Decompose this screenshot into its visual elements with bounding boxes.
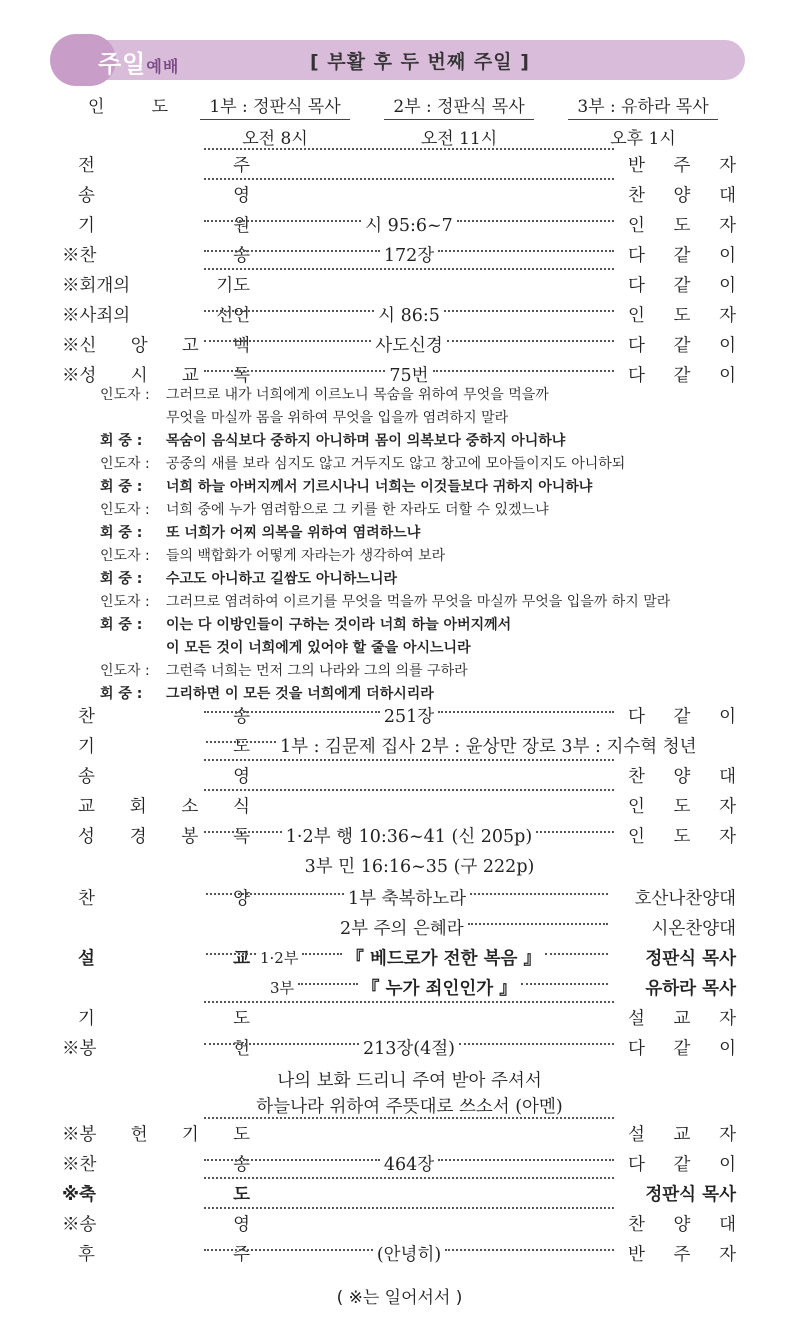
reading-congregation: 회 중 : 그리하면 이 모든 것을 너희에게 더하시리라 xyxy=(100,686,434,702)
order-item xyxy=(60,272,736,300)
item-label: ※찬 송 xyxy=(62,246,250,266)
item-label: ※회개의 기도 xyxy=(62,276,250,296)
item-label: 기 원 xyxy=(78,216,250,236)
item-leader: 다 같 이 xyxy=(628,246,736,266)
item-leader: 찬 양 대 xyxy=(628,186,736,206)
order-item-offering-prayer: ※봉 헌 기 도 설 교 자 xyxy=(60,1121,736,1149)
order-item xyxy=(60,212,736,240)
item-detail: 시 95:6~7 xyxy=(365,216,453,236)
item-detail: 172장 xyxy=(383,246,435,266)
item-label: 송 영 xyxy=(78,186,250,206)
item-label: 찬 양 xyxy=(78,889,250,909)
reading-leader: 인도자 : 공중의 새를 보라 심지도 않고 거두지도 않고 창고에 모아들이지도 아니하되 xyxy=(100,456,626,472)
item-leader: 다 같 이 xyxy=(628,366,736,386)
leaders-label: 인 도 xyxy=(88,97,168,117)
item-label: 기 도 xyxy=(78,737,250,757)
offering-lyrics-1: 나의 보화 드리니 주여 받아 주셔서 xyxy=(277,1071,542,1091)
item-label: ※송 영 xyxy=(62,1215,250,1235)
scripture-line-2: 3부 민 16:16~35 (구 222p) xyxy=(304,857,535,877)
reading-leader: 인도자 : 그러므로 내가 너희에게 이르노니 목숨을 위하여 무엇을 먹을까 xyxy=(100,387,549,403)
order-item-church-news: 교 회 소 식 인 도 자 xyxy=(60,793,736,821)
order-item-offering: ※봉 헌 213장(4절) 다 같 이 xyxy=(60,1035,736,1063)
order-item-scripture: 성 경 봉 독 1·2부 행 10:36~41 (신 205p) 인 도 자 xyxy=(60,823,736,851)
order-item-anthem: 찬 양 1부 축복하노라 호산나찬양대 xyxy=(60,885,736,913)
item-leader: 인 도 자 xyxy=(628,306,736,326)
order-item xyxy=(60,182,736,210)
order-item-prayer: 기 도 1부 : 김문제 집사 2부 : 윤상만 장로 3부 : 지수혁 청년 xyxy=(60,733,736,761)
order-item xyxy=(60,242,736,270)
item-leader: 반 주 자 xyxy=(628,156,736,176)
reading-leader: 인도자 : 그런즉 너희는 먼저 그의 나라와 그의 의를 구하라 xyxy=(100,663,468,679)
item-label: ※봉 헌 xyxy=(62,1039,250,1059)
leader-service-1: 1부 : 정판식 목사 오전 8시 xyxy=(200,92,350,149)
reading-congregation: 회 중 : 목숨이 음식보다 중하지 아니하며 몸이 의복보다 중하지 아니하냐 xyxy=(100,433,566,449)
item-detail: 75번 xyxy=(389,366,429,386)
item-label: 전 주 xyxy=(78,156,250,176)
item-leader: 인 도 자 xyxy=(628,216,736,236)
reading-congregation: 회 중 : 너희 하늘 아버지께서 기르시나니 너희는 이것들보다 귀하지 아니하냐 xyxy=(100,479,593,495)
reading-continuation: 무엇을 마실까 몸을 위하여 무엇을 입을까 염려하지 말라 xyxy=(166,410,509,426)
item-label: 찬 송 xyxy=(78,707,250,727)
logo: 주일예배 xyxy=(98,50,180,78)
item-detail: 사도신경 xyxy=(375,336,443,356)
offering-lyrics-2: 하늘나라 위하여 주뜻대로 쓰소서 (아멘) xyxy=(256,1097,563,1117)
item-label: ※성 시 교 독 xyxy=(62,366,250,386)
order-item-blessing: ※축 도 정판식 목사 xyxy=(60,1181,736,1209)
footnote: ( ※는 일어서서 ) xyxy=(336,1288,463,1308)
item-label: ※신 앙 고 백 xyxy=(62,336,250,356)
order-item xyxy=(60,332,736,360)
reading-leader: 인도자 : 그러므로 염려하여 이르기를 무엇을 먹을까 무엇을 마실까 무엇을 입을까 하지 말라 xyxy=(100,594,671,610)
order-item-hymn: 찬 송 251장 다 같 이 xyxy=(60,703,736,731)
order-item-postlude: 후 주 (안녕히) 반 주 자 xyxy=(60,1241,736,1269)
item-label: ※찬 송 xyxy=(62,1155,250,1175)
reading-leader: 인도자 : 너희 중에 누가 염려함으로 그 키를 한 자라도 더할 수 있겠느냐 xyxy=(100,502,549,518)
reading-congregation: 회 중 : 또 너희가 어찌 의복을 위하여 염려하느냐 xyxy=(100,525,421,541)
page-title: [ 부활 후 두 번째 주일 ] xyxy=(310,51,530,73)
item-label: ※사죄의 선언 xyxy=(62,306,250,326)
item-label: 송 영 xyxy=(78,767,250,787)
leader-service-2: 2부 : 정판식 목사 오전 11시 xyxy=(384,92,534,149)
order-item xyxy=(60,302,736,330)
leader-service-3: 3부 : 유하라 목사 오후 1시 xyxy=(568,92,718,149)
order-item-praise: 송 영 찬 양 대 xyxy=(60,763,736,791)
order-item-sermon-2: 3부 『 누가 죄인인가 』 유하라 목사 xyxy=(270,979,736,999)
item-label: 후 주 xyxy=(78,1245,250,1265)
order-item-anthem-2: 2부 주의 은혜라 시온찬양대 xyxy=(340,919,736,939)
item-leader: 다 같 이 xyxy=(628,276,736,296)
order-item-prayer-2: 기 도 설 교 자 xyxy=(60,1005,736,1033)
item-label: ※봉 헌 기 도 xyxy=(62,1125,250,1145)
reading-continuation: 이 모든 것이 너희에게 있어야 할 줄을 아시느니라 xyxy=(166,640,471,656)
section-header xyxy=(52,40,745,80)
reading-congregation: 회 중 : 이는 다 이방인들이 구하는 것이라 너희 하늘 아버지께서 xyxy=(100,617,512,633)
item-detail: 시 86:5 xyxy=(378,306,440,326)
order-item-doxology: ※송 영 찬 양 대 xyxy=(60,1211,736,1239)
order-item-sermon: 설 교 1·2부 『 베드로가 전한 복음 』 정판식 목사 xyxy=(60,945,736,973)
order-item xyxy=(60,152,736,180)
item-label: 설 교 xyxy=(78,949,250,969)
item-label: 교 회 소 식 xyxy=(78,797,250,817)
item-label: 기 도 xyxy=(78,1009,250,1029)
item-leader: 다 같 이 xyxy=(628,336,736,356)
order-item-hymn-2: ※찬 송 464장 다 같 이 xyxy=(60,1151,736,1179)
item-label: ※축 도 xyxy=(62,1185,250,1205)
reading-congregation: 회 중 : 수고도 아니하고 길쌈도 아니하느니라 xyxy=(100,571,398,587)
item-label: 성 경 봉 독 xyxy=(78,827,250,847)
reading-leader: 인도자 : 들의 백합화가 어떻게 자라는가 생각하여 보라 xyxy=(100,548,446,564)
